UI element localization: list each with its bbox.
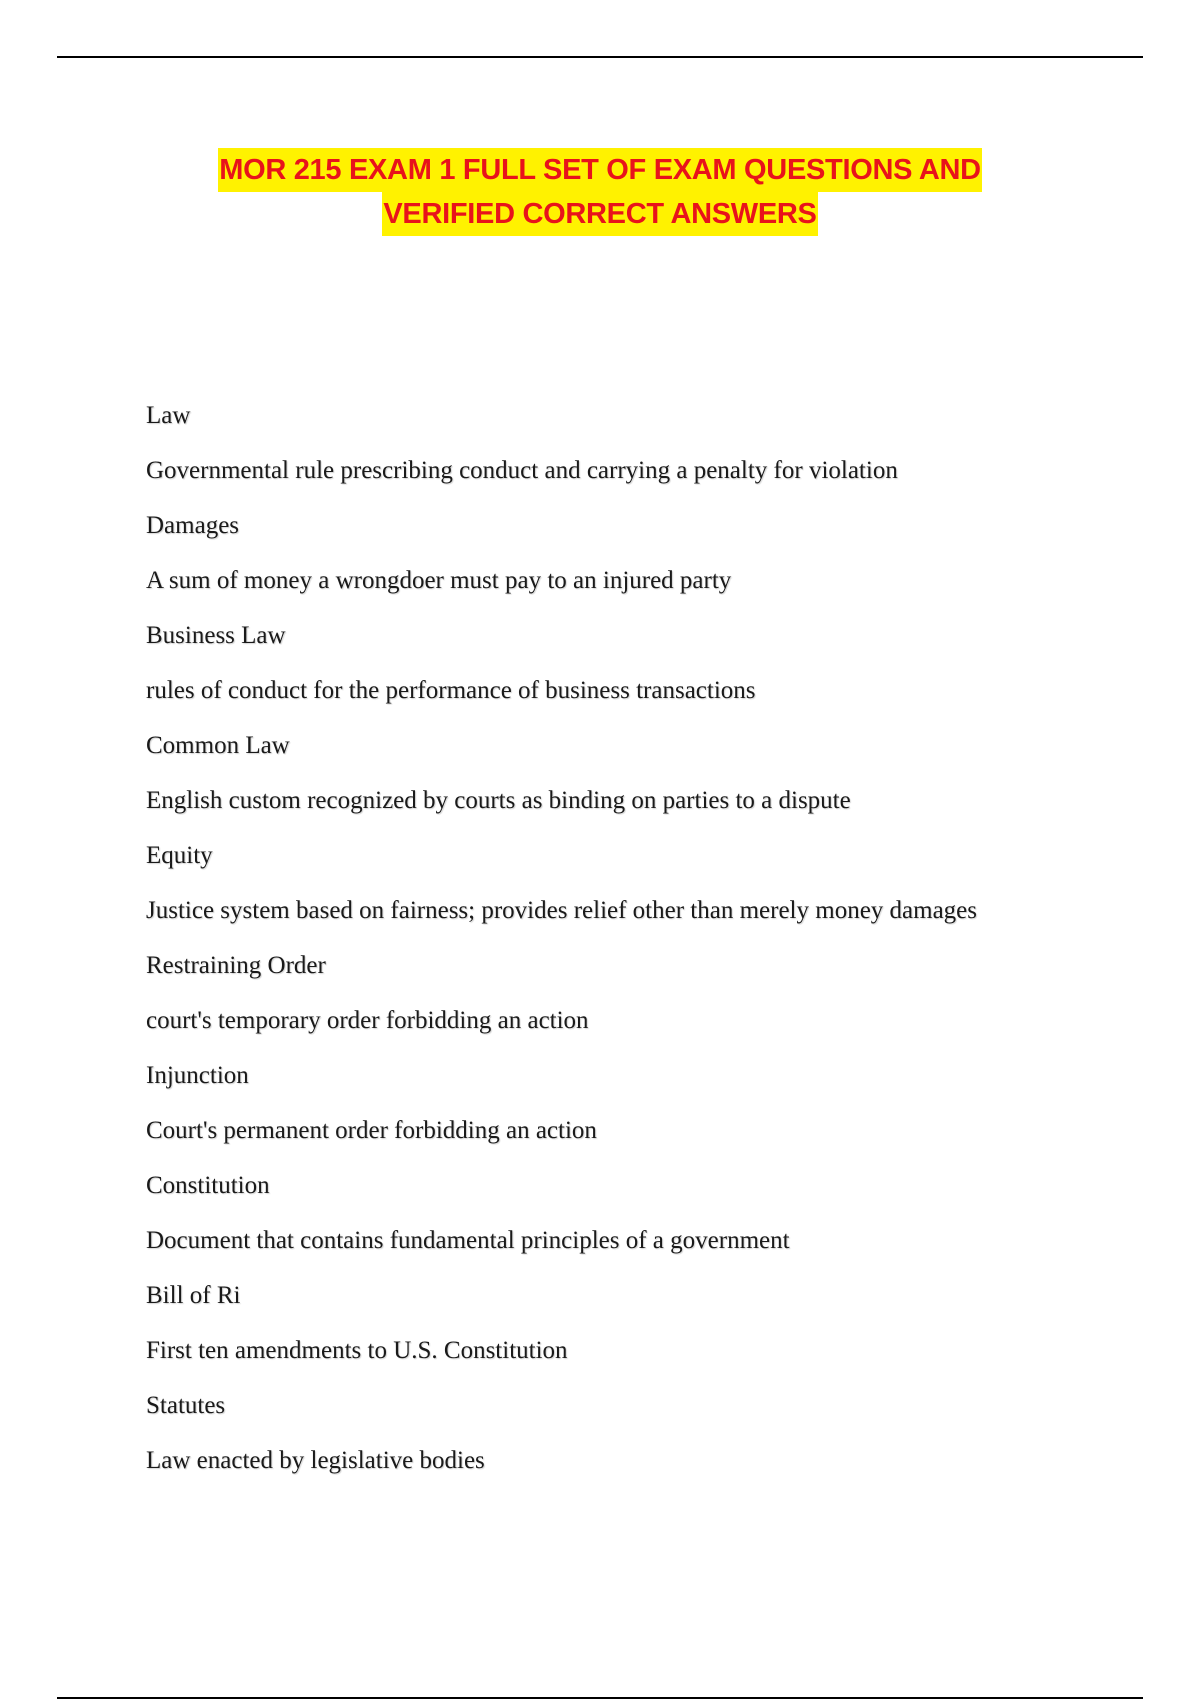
definition-law: Governmental rule prescribing conduct and carrying a penalty for violation bbox=[146, 457, 898, 484]
term-constitution: Constitution bbox=[146, 1172, 270, 1199]
term-bill-of-rights: Bill of Ri bbox=[146, 1282, 241, 1309]
definition-business-law: rules of conduct for the performance of business transactions bbox=[146, 677, 756, 704]
title-line-1: MOR 215 EXAM 1 FULL SET OF EXAM QUESTIONS AND bbox=[218, 148, 982, 192]
term-equity: Equity bbox=[146, 842, 213, 869]
definition-statutes: Law enacted by legislative bodies bbox=[146, 1447, 485, 1474]
qa-list bbox=[146, 396, 1026, 1496]
definition-damages: A sum of money a wrongdoer must pay to an injured party bbox=[146, 567, 732, 594]
definition-bill-of-rights: First ten amendments to U.S. Constitution bbox=[146, 1337, 568, 1364]
term-common-law: Common Law bbox=[146, 732, 290, 759]
definition-equity: Justice system based on fairness; provides relief other than merely money damages bbox=[146, 897, 978, 924]
definition-injunction: Court's permanent order forbidding an action bbox=[146, 1117, 597, 1144]
bottom-rule bbox=[57, 1697, 1143, 1699]
term-business-law: Business Law bbox=[146, 622, 286, 649]
definition-restraining-order: court's temporary order forbidding an action bbox=[146, 1007, 589, 1034]
term-restraining-order: Restraining Order bbox=[146, 952, 326, 979]
definition-constitution: Document that contains fundamental principles of a government bbox=[146, 1227, 790, 1254]
title-line-2: VERIFIED CORRECT ANSWERS bbox=[382, 192, 817, 236]
term-injunction: Injunction bbox=[146, 1062, 249, 1089]
term-damages: Damages bbox=[146, 512, 240, 539]
term-law: Law bbox=[146, 402, 191, 429]
document-title bbox=[0, 148, 1200, 236]
definition-common-law: English custom recognized by courts as binding on parties to a dispute bbox=[146, 787, 851, 814]
term-statutes: Statutes bbox=[146, 1392, 226, 1419]
top-rule bbox=[57, 56, 1143, 58]
